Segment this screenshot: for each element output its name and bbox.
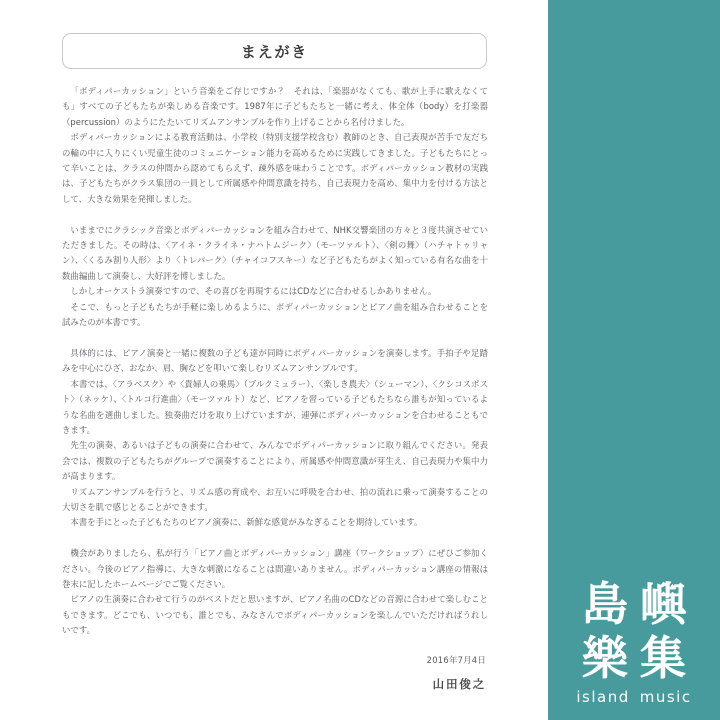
logo-latin-second: music bbox=[639, 688, 692, 706]
logo-latin-first: island bbox=[576, 688, 630, 706]
paragraph-spacer bbox=[62, 207, 488, 222]
paragraph: いままでにクラシック音楽とボディパーカッションを組み合わせて、NHK交響楽団の方々と３度共演させていただきました。その時は、〈アイネ・クライネ・ナハトムジーク〉（モーツァルト）、〈剣の舞〉（ハチャトゥリャン）、〈くるみ割り人形〉より〈トレパーク〉（チャイコフスキー）など子どもたちがよく知っている有名な曲を十数曲編曲して演奏し、大好評を博しました。 bbox=[62, 224, 488, 281]
paragraph: 先生の演奏、あるいは子どもの演奏に合わせて、みんなでボディパーカッションに取り組んでください。発表会では、複数の子どもたちがグループで演奏することにより、所属感や仲間意識が芽生え、自己表現力や集中力が高まります。 bbox=[62, 440, 488, 482]
paragraph: 機会がありましたら、私が行う「ピアノ曲とボディパーカッション」講座（ワークショップ）にぜひご参加ください。今後のピアノ指導に、大きな刺激になることは間違いありません。ボディパーカッション講座の情報は巻末に記したホームページでご覧ください。 bbox=[62, 548, 488, 589]
signature-date: 2016年7月4日 bbox=[426, 654, 486, 665]
logo-char-4: 集 bbox=[640, 631, 686, 685]
page-title: まえがき bbox=[240, 42, 309, 61]
logo-char-2: 嶼 bbox=[640, 577, 686, 631]
paragraph: 具体的には、ピアノ演奏と一緒に複数の子ども達が同時にボディパーカッションを演奏します。手拍子や足踏みを中心にひざ、おなか、肩、胸などを叩いて楽しむリズムアンサンブルです。 bbox=[62, 347, 488, 374]
logo-char-1: 島 bbox=[582, 577, 628, 631]
paragraph: 本書では、〈アラベスク〉や〈貴婦人の乗馬〉（ブルクミュラー）、〈楽しき農夫〉（シューマン）、〈クシコスポスト〉（ネッケ）、〈トルコ行進曲〉（モーツァルト）など、ピアノを習っている子どもたちなら誰もが知っているような名曲を選曲しました。独奏曲だけを取り上げていますが、連弾にボディパーカッションを合わせることもできます。 bbox=[62, 378, 488, 435]
signature-author: 山田俊之 bbox=[432, 676, 486, 691]
paragraph: 「ボディパーカッション」という音楽をご存じですか？ それは、「楽器がなくても、歌が上手に歌えなくても」すべての子どもたちが楽しめる音楽です。1987年に子どもたちと一緒に考え、体全体（body）を打楽器（percussion）のようにたたいてリズムアンサンブルを作り上げることから名付けました。 bbox=[62, 86, 488, 127]
logo-cjk-characters bbox=[548, 578, 720, 684]
paragraph: 本書を手にとった子どもたちのピアノ演奏に、新鮮な感覚がみなぎることを期待しています。 bbox=[70, 517, 423, 528]
document-body bbox=[62, 84, 488, 692]
logo-latin-wordmark bbox=[548, 688, 720, 706]
paragraph: そこで、もっと子どもたちが手軽に楽しめるように、ボディパーカッションとピアノ曲を組み合わせることを試みたのが本書です。 bbox=[62, 301, 488, 328]
paragraph-spacer bbox=[62, 330, 488, 345]
paragraph: ピアノの生演奏に合わせて行うのがベストだと思いますが、ピアノ名曲のCDなどの音源に合わせて楽しむこともできます。どこでも、いつでも、誰とでも、みなさんでボディパーカッションを楽しんでいただければうれしいです。 bbox=[62, 594, 488, 636]
logo-char-3: 樂 bbox=[582, 631, 628, 685]
preface-title-box bbox=[62, 33, 487, 69]
paragraph: しかしオーケストラ演奏ですので、その喜びを再現するにはCDなどに合わせるしかありません。 bbox=[70, 286, 437, 297]
paragraph: ボディパーカッションによる教育活動は、小学校（特別支援学校含む）教師のとき、自己表現が苦手で友だちの輪の中に入りにくい児童生徒のコミュニケーション能力を高めるために実践してきました。子どもたちにとって辛いことは、クラスの仲間から認めてもらえず、疎外感を味わうことです。ボディパーカッション教材の実践は、子どもたちがクラス集団の一員として所属感や仲間意識を持ち、自己表現力を高め、集中力を付ける方法として、大きな効果を発揮しました。 bbox=[62, 132, 488, 204]
brand-panel bbox=[548, 0, 720, 720]
paragraph: リズムアンサンブルを行うと、リズム感の育成や、お互いに呼吸を合わせ、拍の流れに乗って演奏することの大切さを肌で感じとることができます。 bbox=[62, 486, 488, 512]
brand-logo bbox=[548, 578, 720, 706]
signature-block bbox=[62, 653, 488, 693]
paragraph-spacer bbox=[62, 531, 488, 546]
